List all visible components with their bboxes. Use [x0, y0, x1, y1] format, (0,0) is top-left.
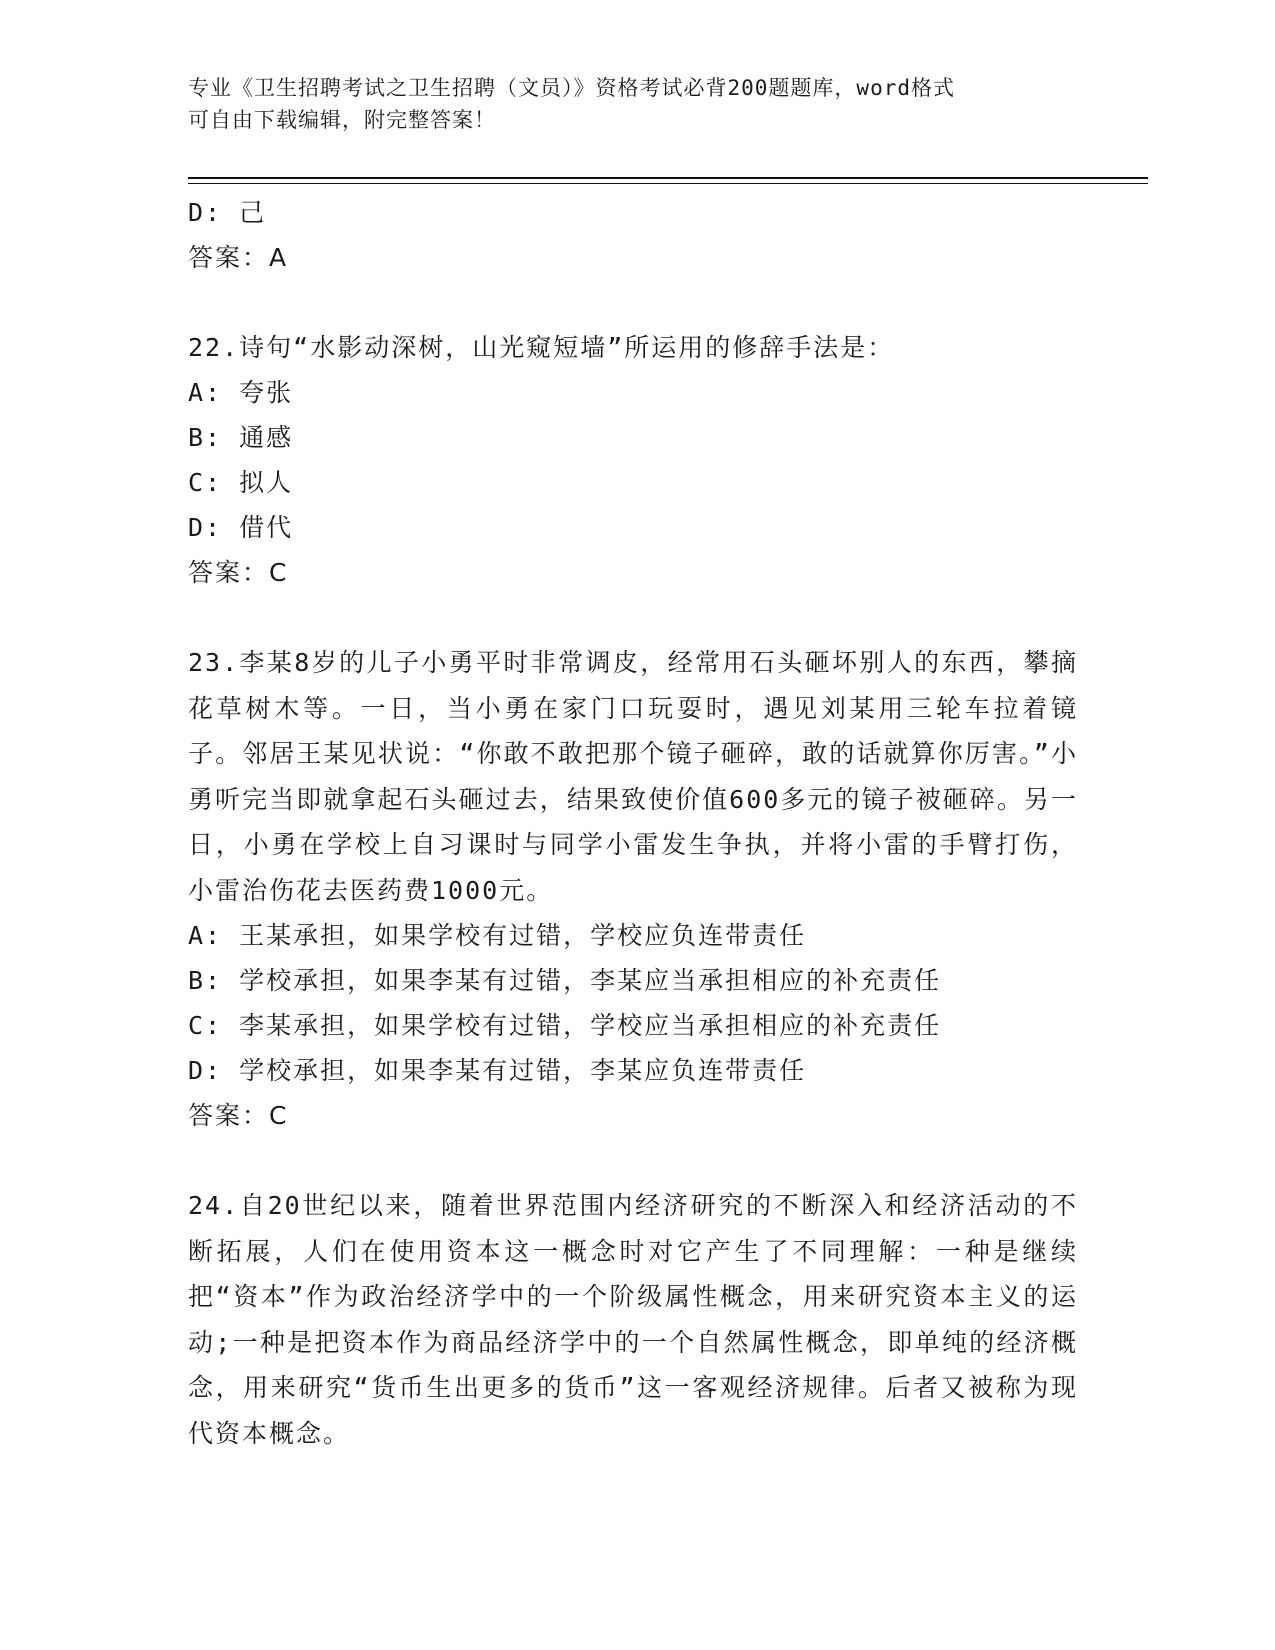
- question-22: [188, 325, 1078, 595]
- prev-option-d: D: 己: [188, 198, 267, 227]
- spacer: [188, 280, 1078, 325]
- option-d: D: 学校承担，如果李某有过错，李某应负连带责任: [188, 1056, 807, 1085]
- option-b: B: 通感: [188, 423, 294, 452]
- answer: 答案：C: [188, 1101, 289, 1130]
- question-stem: 23.李某8岁的儿子小勇平时非常调皮，经常用石头砸坏别人的东西，攀摘花草树木等。一日，当小勇在家门口玩耍时，遇见刘某用三轮车拉着镜子。邻居王某见状说：“你敢不敢把那个镜子砸碎，敢的话就算你厉害。”小勇听完当即就拿起石头砸过去，结果致使价值600多元的镜子被砸碎。另一日，小勇在学校上自习课时与同学小雷发生争执，并将小雷的手臂打伤，小雷治伤花去医药费1000元。: [188, 648, 1078, 905]
- answer: 答案：C: [188, 558, 289, 587]
- spacer: [188, 595, 1078, 640]
- option-d: D: 借代: [188, 513, 294, 542]
- document-header: [188, 72, 1068, 136]
- prev-answer: 答案：A: [188, 243, 289, 272]
- option-b: B: 学校承担，如果李某有过错，李某应当承担相应的补充责任: [188, 966, 942, 995]
- question-stem: 22.诗句“水影动深树，山光窥短墙”所运用的修辞手法是：: [188, 333, 895, 362]
- option-a: A: 夸张: [188, 378, 294, 407]
- option-c: C: 拟人: [188, 468, 294, 497]
- header-line-2: 可自由下载编辑，附完整答案！: [188, 108, 496, 132]
- question-stem: 24.自20世纪以来，随着世界范围内经济研究的不断深入和经济活动的不断拓展，人们在使用资本这一概念时对它产生了不同理解：一种是继续把“资本”作为政治经济学中的一个阶级属性概念，用来研究资本主义的运动;一种是把资本作为商品经济学中的一个自然属性概念，即单纯的经济概念，用来研究“货币生出更多的货币”这一客观经济规律。后者又被称为现代资本概念。: [188, 1191, 1078, 1448]
- option-a: A: 王某承担，如果学校有过错，学校应负连带责任: [188, 921, 807, 950]
- question-24: [188, 1183, 1078, 1456]
- spacer: [188, 1138, 1078, 1183]
- header-line-1: 专业《卫生招聘考试之卫生招聘（文员）》资格考试必背200题题库，word格式: [188, 76, 955, 100]
- header-divider-thick: [188, 177, 1148, 179]
- document-body: [188, 190, 1078, 1456]
- header-divider-thin: [188, 183, 1148, 184]
- question-23: [188, 640, 1078, 1138]
- option-c: C: 李某承担，如果学校有过错，学校应当承担相应的补充责任: [188, 1011, 942, 1040]
